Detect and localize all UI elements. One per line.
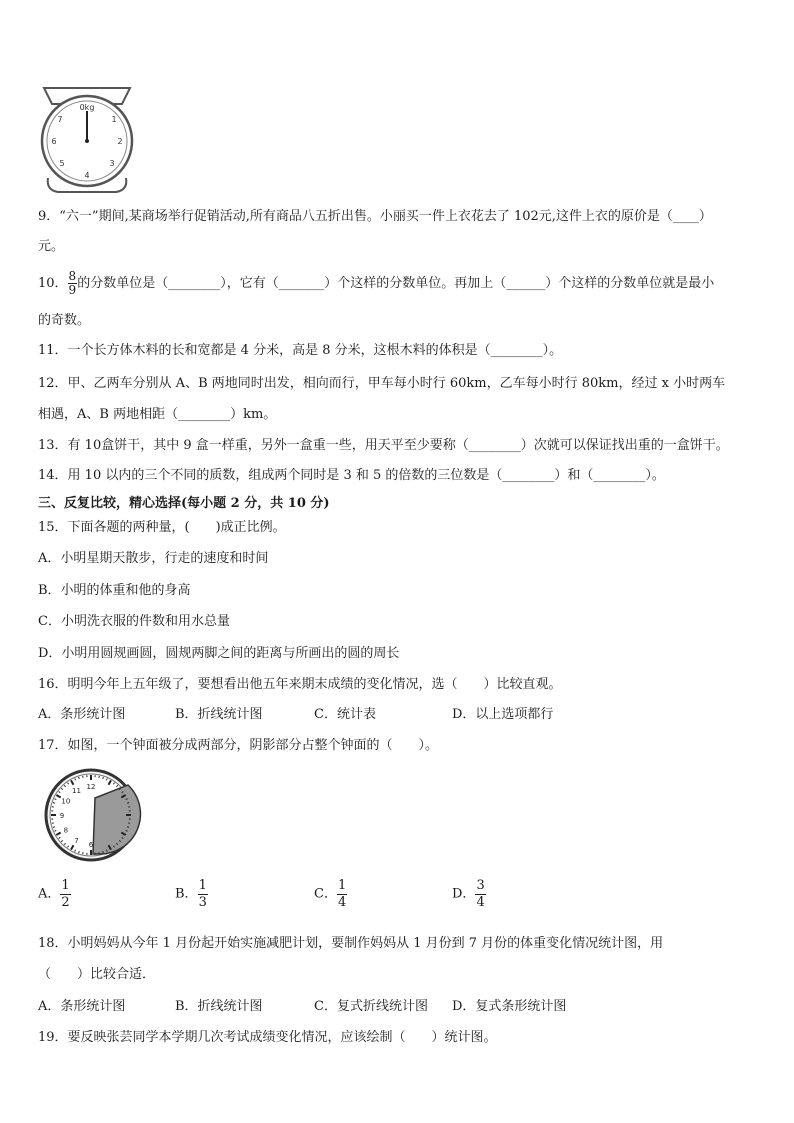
option-fraction <box>337 878 347 911</box>
option-text: B．折线统计图 <box>175 707 263 722</box>
question-19-stem: 19．要反映张芸同学本学期几次考试成绩变化情况，应该绘制（ ）统计图。 <box>38 1030 497 1045</box>
question-11 <box>38 342 562 360</box>
question-17-option-c[interactable] <box>314 878 347 911</box>
clock-tick <box>127 827 129 828</box>
option-letter: A． <box>38 886 61 902</box>
scale-number: 1 <box>111 115 117 124</box>
question-17-stem: 17．如图，一个钟面被分成两部分，阴影部分占整个钟面的（ ）。 <box>38 738 439 753</box>
question-18-stem: 18．小明妈妈从今年 1 月份起开始实施减肥计划，要制作妈妈从 1 月份到 7 月份的体重变化情况统计图，用 <box>38 936 664 951</box>
question-12-cont-text: 相遇，A、B 两地相距（________）km。 <box>38 407 277 422</box>
scale-number: 2 <box>117 137 123 146</box>
scale-zero-label: 0kg <box>79 103 95 112</box>
clock-number: 9 <box>59 812 65 820</box>
question-13-text: 13．有 10盒饼干，其中 9 盒一样重，另外一盒重一些，用天平至少要称（________）次就可以保证找出重的一盒饼干。 <box>38 438 729 453</box>
clock-drawing <box>40 768 142 862</box>
question-18-option-d[interactable] <box>452 998 566 1016</box>
question-16-option-b[interactable] <box>175 706 263 724</box>
option-text: D．复式条形统计图 <box>452 999 567 1014</box>
question-15-option-c[interactable] <box>38 613 230 631</box>
question-17 <box>38 737 438 755</box>
question-18-cont-text: （ ）比较合适． <box>38 967 156 982</box>
fraction-numerator: 8 <box>68 269 77 283</box>
option-fraction <box>475 878 485 911</box>
clock-tick <box>79 777 80 779</box>
option-fraction <box>60 878 70 911</box>
fraction-denominator: 3 <box>198 895 207 910</box>
question-10-number: 10． <box>38 276 68 291</box>
question-14-text: 14．用 10 以内的三个不同的质数，组成两个同时是 3 和 5 的倍数的三位数是（________）和（________）。 <box>38 468 665 483</box>
option-letter: B． <box>175 886 198 902</box>
fraction-numerator: 1 <box>198 878 207 893</box>
question-18-option-c[interactable] <box>314 998 428 1016</box>
clock-number: 7 <box>74 837 79 846</box>
option-letter: C． <box>314 886 337 902</box>
fraction-denominator: 4 <box>476 895 485 910</box>
clock-number: 8 <box>63 826 69 835</box>
question-12 <box>38 375 725 393</box>
question-9 <box>38 208 712 226</box>
option-text: A．条形统计图 <box>38 999 126 1014</box>
clock-figure <box>40 768 142 862</box>
clock-tick <box>103 851 104 853</box>
question-17-option-b[interactable] <box>175 878 208 911</box>
section-3-heading <box>38 495 330 513</box>
question-9-continuation <box>38 238 64 256</box>
question-18-continuation <box>38 966 155 984</box>
section-3-title: 三、反复比较，精心选择(每小题 2 分，共 10 分) <box>38 496 330 511</box>
question-10-continuation <box>38 312 90 330</box>
option-text: C．复式折线统计图 <box>314 999 428 1014</box>
option-text: D．小明用圆规画圆，圆规两脚之间的距离与所画出的圆的周长 <box>38 646 400 661</box>
option-fraction <box>198 878 208 911</box>
option-text: A．条形统计图 <box>38 707 126 722</box>
option-text: D．以上选项都行 <box>452 707 554 722</box>
option-text: C．统计表 <box>314 707 376 722</box>
fraction-numerator: 1 <box>337 878 347 893</box>
scale-number: 7 <box>57 115 63 124</box>
question-9-cont-text: 元。 <box>38 239 65 254</box>
question-11-text: 11．一个长方体木料的长和宽都是 4 分米，高是 8 分米，这根木料的体积是（________）。 <box>38 343 563 358</box>
question-12-continuation <box>38 406 276 424</box>
clock-tick <box>127 803 129 804</box>
scale-number: 3 <box>109 159 115 168</box>
scale-number: 4 <box>84 171 90 180</box>
question-16-stem: 16．明明今年上五年级了，要想看出他五年来期末成绩的变化情况，选（ ）比较直观。 <box>38 677 562 692</box>
question-16 <box>38 676 562 694</box>
question-19 <box>38 1029 497 1047</box>
clock-number: 6 <box>88 841 94 849</box>
clock-tick <box>53 803 55 804</box>
fraction-numerator: 1 <box>61 878 70 893</box>
question-10-text: 的分数单位是（________），它有（_______）个这样的分数单位。再加上（______）个这样的分数单位就是最小 <box>77 276 715 291</box>
option-letter: D． <box>452 886 476 902</box>
question-16-option-c[interactable] <box>314 706 376 724</box>
question-10-cont-text: 的奇数。 <box>38 313 91 328</box>
fraction-numerator: 3 <box>476 878 485 893</box>
clock-number: 12 <box>86 783 96 791</box>
option-text: B．折线统计图 <box>175 999 263 1014</box>
fraction-denominator: 9 <box>68 283 77 297</box>
scale-drawing <box>38 82 136 194</box>
question-15-option-b[interactable] <box>38 582 191 600</box>
question-18-option-a[interactable] <box>38 998 125 1016</box>
question-15-option-d[interactable] <box>38 645 399 663</box>
clock-tick <box>79 851 80 853</box>
question-16-option-d[interactable] <box>452 706 553 724</box>
question-17-option-d[interactable] <box>452 878 486 911</box>
question-17-option-a[interactable] <box>38 878 71 911</box>
question-18-option-b[interactable] <box>175 998 263 1016</box>
fraction-denominator: 4 <box>337 895 347 910</box>
option-text: C．小明洗衣服的件数和用水总量 <box>38 614 230 629</box>
question-15 <box>38 519 286 537</box>
question-12-text: 12．甲、乙两车分别从 A、B 两地同时出发，相向而行，甲车每小时行 60km，乙车每小时行 80km，经过 x 小时两车 <box>38 376 726 391</box>
question-15-stem: 15．下面各题的两种量，( )成正比例。 <box>38 520 286 535</box>
option-text: A．小明星期天散步，行走的速度和时间 <box>38 551 269 566</box>
question-9-text: 9．“六一”期间,某商场举行促销活动,所有商品八五折出售。小丽买一件上衣花去了 102元,这件上衣的原价是（____） <box>38 209 712 224</box>
question-16-option-a[interactable] <box>38 706 125 724</box>
question-14 <box>38 467 665 485</box>
question-15-option-a[interactable] <box>38 550 268 568</box>
option-text: B．小明的体重和他的身高 <box>38 583 191 598</box>
fraction-8-9 <box>68 270 78 297</box>
question-10 <box>38 270 714 298</box>
clock-number: 11 <box>72 786 81 795</box>
scale-number: 6 <box>51 137 57 146</box>
clock-tick <box>53 827 55 828</box>
scale-figure <box>38 82 136 194</box>
clock-tick <box>103 777 104 779</box>
question-18 <box>38 935 663 953</box>
clock-number: 10 <box>61 797 71 806</box>
fraction-denominator: 2 <box>61 895 70 910</box>
question-13 <box>38 437 729 455</box>
scale-number: 5 <box>59 159 65 168</box>
